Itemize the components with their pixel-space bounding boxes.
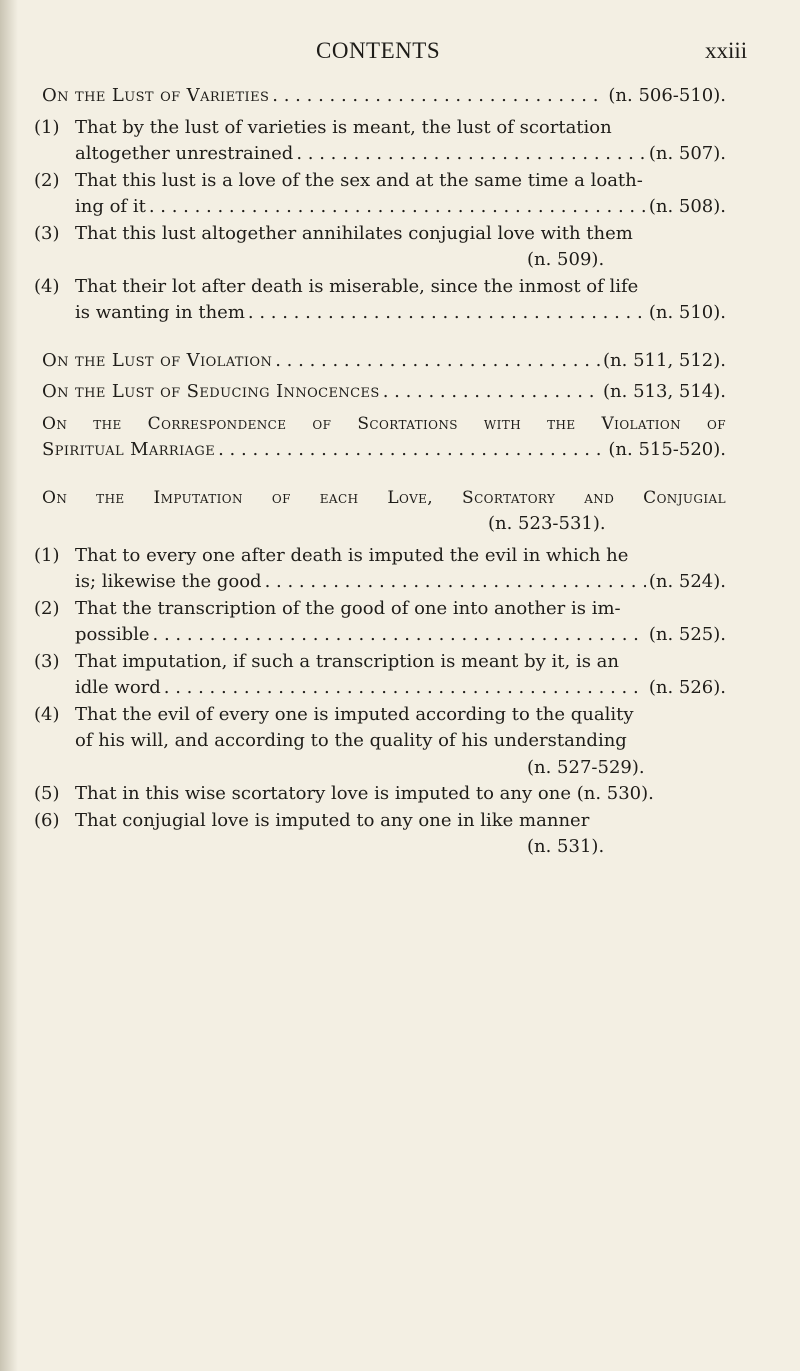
section-reference: (n. 511, 512). <box>603 349 726 371</box>
item-text: That by the lust of varieties is meant, the lust of scortation <box>75 116 612 138</box>
item-reference: (n. 525). <box>648 624 726 645</box>
section-heading-correspondence-cont <box>42 437 726 464</box>
item-text: That this lust is a love of the sex and at the same time a loath- <box>75 169 643 191</box>
leader-dots <box>272 83 605 110</box>
list-item <box>34 168 726 221</box>
section-heading-text: On the Lust of Varieties <box>42 85 270 106</box>
item-number: (3) <box>34 222 60 244</box>
page-number: xxiii <box>705 38 748 63</box>
item-number: (2) <box>34 597 60 619</box>
item-reference: (n. 508). <box>648 196 726 217</box>
item-number: (4) <box>34 703 60 725</box>
page-title: CONTENTS <box>316 38 441 63</box>
item-text: That their lot after death is miserable, since the inmost of life <box>75 275 639 297</box>
section-heading-text: On the Lust of Seducing Innocences <box>42 381 380 402</box>
item-text-cont: is; likewise the good <box>75 571 262 592</box>
item-reference: (n. 509). <box>527 249 605 270</box>
item-reference: (n. 524). <box>648 571 726 592</box>
list-item <box>34 781 726 808</box>
leader-dots <box>153 622 646 649</box>
item-text-cont: is wanting in them <box>75 302 245 323</box>
item-number: (6) <box>34 809 60 831</box>
list-item <box>34 702 726 782</box>
item-text: That conjugial love is imputed to any one in like manner <box>75 809 590 831</box>
leader-dots <box>296 141 646 168</box>
item-text: That the evil of every one is imputed according to the quality <box>75 703 634 725</box>
item-reference: (n. 527-529). <box>527 756 645 778</box>
list-item <box>34 543 726 596</box>
item-number: (5) <box>34 783 60 804</box>
list-item <box>34 649 726 702</box>
running-header <box>0 38 800 68</box>
section-heading-text-cont: Spiritual Marriage <box>42 439 216 460</box>
item-number: (3) <box>34 650 60 672</box>
item-number: (1) <box>34 544 60 566</box>
item-text-cont: of his will, and according to the quality of his understanding <box>75 730 627 751</box>
item-text-cont: possible <box>75 624 150 645</box>
list-item <box>34 808 726 861</box>
list-item <box>34 221 726 274</box>
item-reference: (n. 531). <box>527 836 605 857</box>
item-text: That the transcription of the good of one into another is im- <box>75 597 621 619</box>
leader-dots <box>248 300 646 327</box>
section-heading-violation <box>42 348 726 375</box>
item-reference: (n. 507). <box>648 143 726 164</box>
section-heading-varieties <box>42 83 726 110</box>
section-reference: (n. 513, 514). <box>603 381 726 402</box>
section-heading-seducing <box>42 379 726 406</box>
section-reference: (n. 523-531). <box>488 513 606 534</box>
leader-dots <box>218 437 605 464</box>
section-heading-text: On the Correspondence of Scortations with the Violation of <box>42 413 726 434</box>
item-number: (2) <box>34 169 60 191</box>
item-reference: (n. 510). <box>648 302 726 323</box>
section-heading-imputation <box>42 485 726 512</box>
leader-dots <box>149 194 646 221</box>
item-text-cont: ing of it <box>75 196 146 217</box>
leader-dots <box>265 569 646 596</box>
item-text: That this lust altogether annihilates conjugial love with them <box>75 222 633 244</box>
list-item <box>34 274 726 327</box>
leader-dots <box>164 675 646 702</box>
contents-body <box>34 83 726 861</box>
item-text: That imputation, if such a transcription is meant by it, is an <box>75 650 619 672</box>
page-binding-edge <box>0 0 18 1371</box>
leader-dots <box>383 379 600 406</box>
item-text: That in this wise scortatory love is imputed to any one (n. 530). <box>75 783 654 804</box>
section-heading-correspondence <box>42 411 726 438</box>
section-reference: (n. 515-520). <box>608 439 726 460</box>
section-heading-text: On the Lust of Violation <box>42 349 273 371</box>
section-reference: (n. 506-510). <box>608 85 726 106</box>
list-item <box>34 115 726 168</box>
leader-dots <box>275 348 600 375</box>
item-text-cont: idle word <box>75 677 161 698</box>
section-heading-text: On the Imputation of each Love, Scortatory and Conjugial <box>42 487 726 508</box>
item-reference: (n. 526). <box>648 677 726 698</box>
item-number: (4) <box>34 275 60 297</box>
item-text-cont: altogether unrestrained <box>75 143 294 164</box>
item-text: That to every one after death is imputed the evil in which he <box>75 544 629 566</box>
list-item <box>34 596 726 649</box>
item-number: (1) <box>34 116 60 138</box>
